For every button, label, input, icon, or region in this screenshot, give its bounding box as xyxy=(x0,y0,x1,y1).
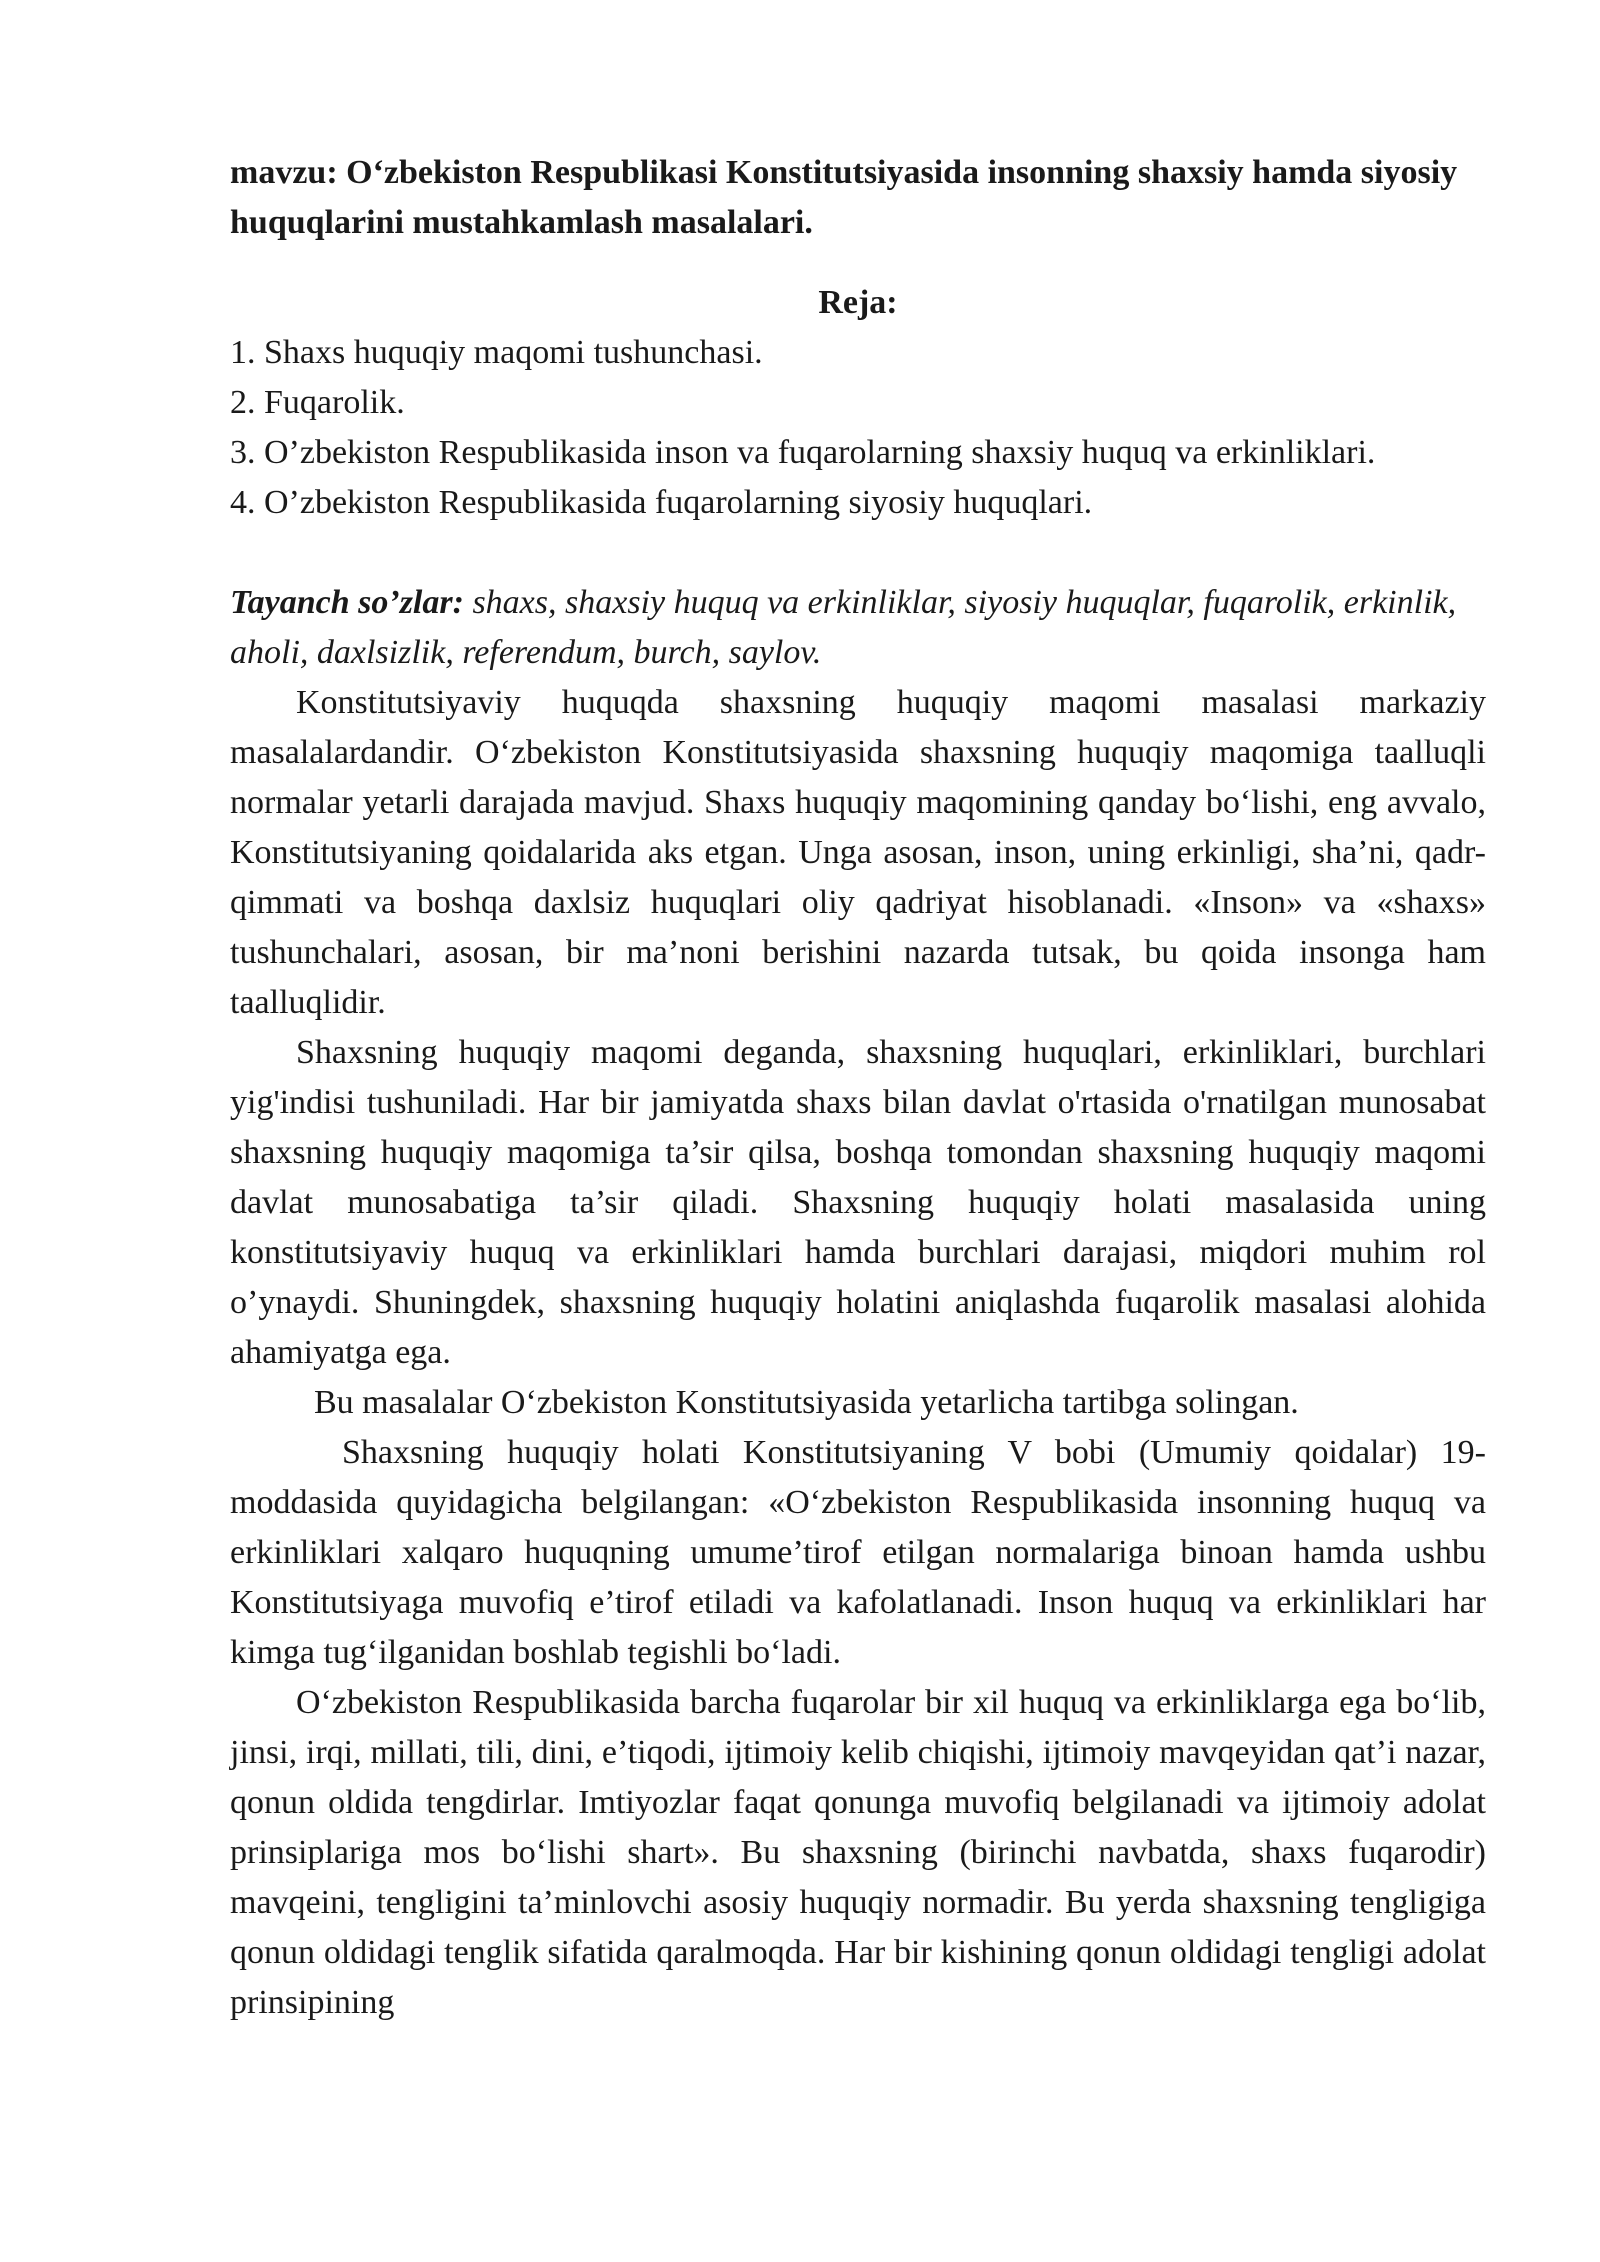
plan-item: 3. O’zbekiston Respublikasida inson va fuqarolarning shaxsiy huquq va erkinliklari. xyxy=(230,434,1376,471)
keywords-text: shaxs, shaxsiy huquq va erkinliklar, siyosiy huquqlar, fuqarolik, erkinlik, aholi, daxlsizlik, referendum, burch, saylov. xyxy=(230,584,1457,671)
body-paragraph: Bu masalalar O‘zbekiston Konstitutsiyasida yetarlicha tartibga solingan. xyxy=(314,1384,1299,1421)
body-paragraph: Konstitutsiyaviy huquqda shaxsning huquqiy maqomi masalasi markaziy masalalardandir. O‘zbekiston Konstitutsiyasida shaxsning huquqiy maqomiga taalluqli normalar yetarli darajada mavjud. Shaxs huquqiy maqomining qanday bo‘lishi, eng avvalo, Konstitutsiyaning qoidalarida aks etgan. Unga asosan, inson, uning erkinligi, sha’ni, qadr-qimmati va boshqa daxlsiz huquqlari oliy qadriyat hisoblanadi. «Inson» va «shaxs» tushunchalari, asosan, bir ma’noni berishini nazarda tutsak, bu qoida insonga ham taalluqlidir. xyxy=(230,684,1486,1021)
plan-list xyxy=(230,328,1486,528)
body-paragraph: O‘zbekiston Respublikasida barcha fuqarolar bir xil huquq va erkinliklarga ega bo‘lib, jinsi, irqi, millati, tili, dini, e’tiqodi, ijtimoiy kelib chiqishi, ijtimoiy mavqeyidan qat’i nazar, qonun oldida tengdirlar. Imtiyozlar faqat qonunga muvofiq belgilanadi va ijtimoiy adolat prinsiplariga mos bo‘lishi shart». Bu shaxsning (birinchi navbatda, shaxs fuqarodir) mavqeini, tengligini ta’minlovchi asosiy huquqiy normadir. Bu yerda shaxsning tengligiga qonun oldidagi tenglik sifatida qaralmoqda. Har bir kishining qonun oldidagi tengligi adolat prinsipining xyxy=(230,1684,1486,2021)
document-page xyxy=(230,148,1486,2028)
keywords-label: Tayanch so’zlar: xyxy=(230,584,464,621)
plan-item: 2. Fuqarolik. xyxy=(230,384,405,421)
body-paragraph: Shaxsning huquqiy maqomi deganda, shaxsning huquqlari, erkinliklari, burchlari yig'indisi tushuniladi. Har bir jamiyatda shaxs bilan davlat o'rtasida o'rnatilgan munosabat shaxsning huquqiy maqomiga ta’sir qilsa, boshqa tomondan shaxsning huquqiy maqomi davlat munosabatiga ta’sir qiladi. Shaxsning huquqiy holati masalasida uning konstitutsiyaviy huquq va erkinliklari hamda burchlari darajasi, miqdori muhim rol o’ynaydi. Shuningdek, shaxsning huquqiy holatini aniqlashda fuqarolik masalasi alohida ahamiyatga ega. xyxy=(230,1034,1486,1371)
body-paragraph: Shaxsning huquqiy holati Konstitutsiyaning V bobi (Umumiy qoidalar) 19-moddasida quyidagicha belgilangan: «O‘zbekiston Respublikasida insonning huquq va erkinliklari xalqaro huquqning umume’tirof etilgan normalariga binoan hamda ushbu Konstitutsiyaga muvofiq e’tirof etiladi va kafolatlanadi. Inson huquq va erkinliklari har kimga tug‘ilganidan boshlab tegishli bo‘ladi. xyxy=(230,1434,1486,1671)
plan-heading: Reja: xyxy=(818,284,898,321)
document-title: mavzu: O‘zbekiston Respublikasi Konstitutsiyasida insonning shaxsiy hamda siyosiy huquqlarini mustahkamlash masalalari. xyxy=(230,154,1458,241)
keywords-line xyxy=(230,578,1486,678)
plan-item: 4. O’zbekiston Respublikasida fuqarolarning siyosiy huquqlari. xyxy=(230,484,1093,521)
plan-item: 1. Shaxs huquqiy maqomi tushunchasi. xyxy=(230,334,763,371)
